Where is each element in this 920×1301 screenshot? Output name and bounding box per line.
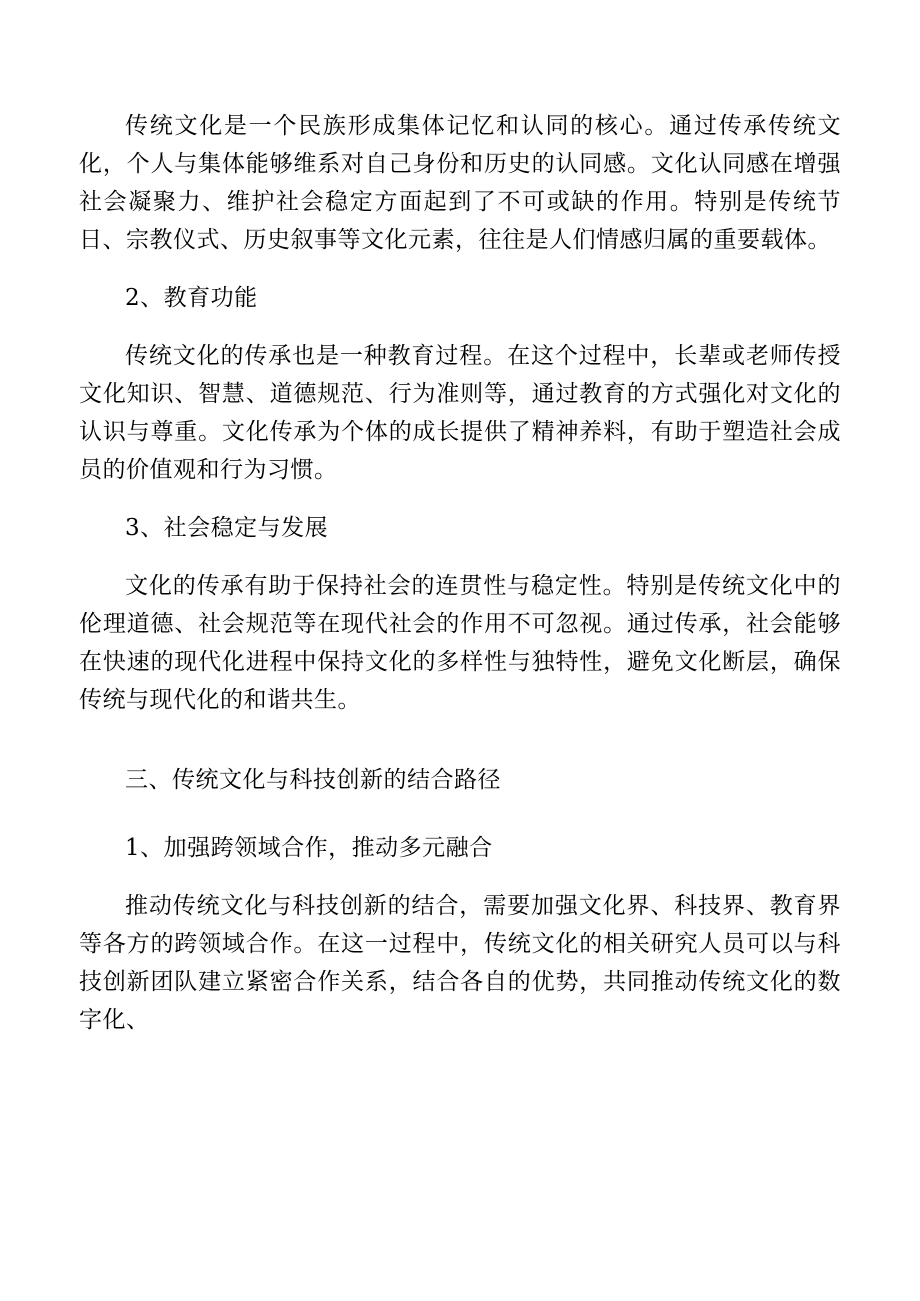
section-heading-integration-path: 三、传统文化与科技创新的结合路径	[125, 767, 501, 793]
paragraph-social-stability: 文化的传承有助于保持社会的连贯性与稳定性。特别是传统文化中的伦理道德、社会规范等在现代社会的作用不可忽视。通过传承，社会能够在快速的现代化进程中保持文化的多样性与独特性，避免文化断层，确保传统与现代化的和谐共生。	[79, 573, 841, 713]
heading-education-function: 2、教育功能	[125, 285, 258, 311]
spacer	[79, 547, 841, 567]
paragraph-cultural-identity: 传统文化是一个民族形成集体记忆和认同的核心。通过传承传统文化，个人与集体能够维系对自己身份和历史的认同感。文化认同感在增强社会凝聚力、维护社会稳定方面起到了不可或缺的作用。特别是传统节日、宗教仪式、历史叙事等文化元素，往往是人们情感归属的重要载体。	[79, 113, 841, 253]
spacer	[79, 317, 841, 337]
paragraph-education: 传统文化的传承也是一种教育过程。在这个过程中，长辈或老师传授文化知识、智慧、道德规范、行为准则等，通过教育的方式强化对文化的认识与尊重。文化传承为个体的成长提供了精神养料，有助于塑造社会成员的价值观和行为习惯。	[79, 343, 841, 483]
spacer	[79, 259, 841, 279]
spacer	[79, 867, 841, 887]
heading-social-stability: 3、社会稳定与发展	[125, 515, 329, 541]
heading-cross-field-cooperation: 1、加强跨领域合作，推动多元融合	[125, 835, 493, 861]
document-body	[79, 107, 841, 1039]
paragraph-cooperation: 推动传统文化与科技创新的结合，需要加强文化界、科技界、教育界等各方的跨领域合作。在这一过程中，传统文化的相关研究人员可以与科技创新团队建立紧密合作关系，结合各自的优势，共同推动传统文化的数字化、	[79, 893, 841, 1033]
spacer	[79, 719, 841, 761]
spacer	[79, 489, 841, 509]
spacer	[79, 799, 841, 829]
